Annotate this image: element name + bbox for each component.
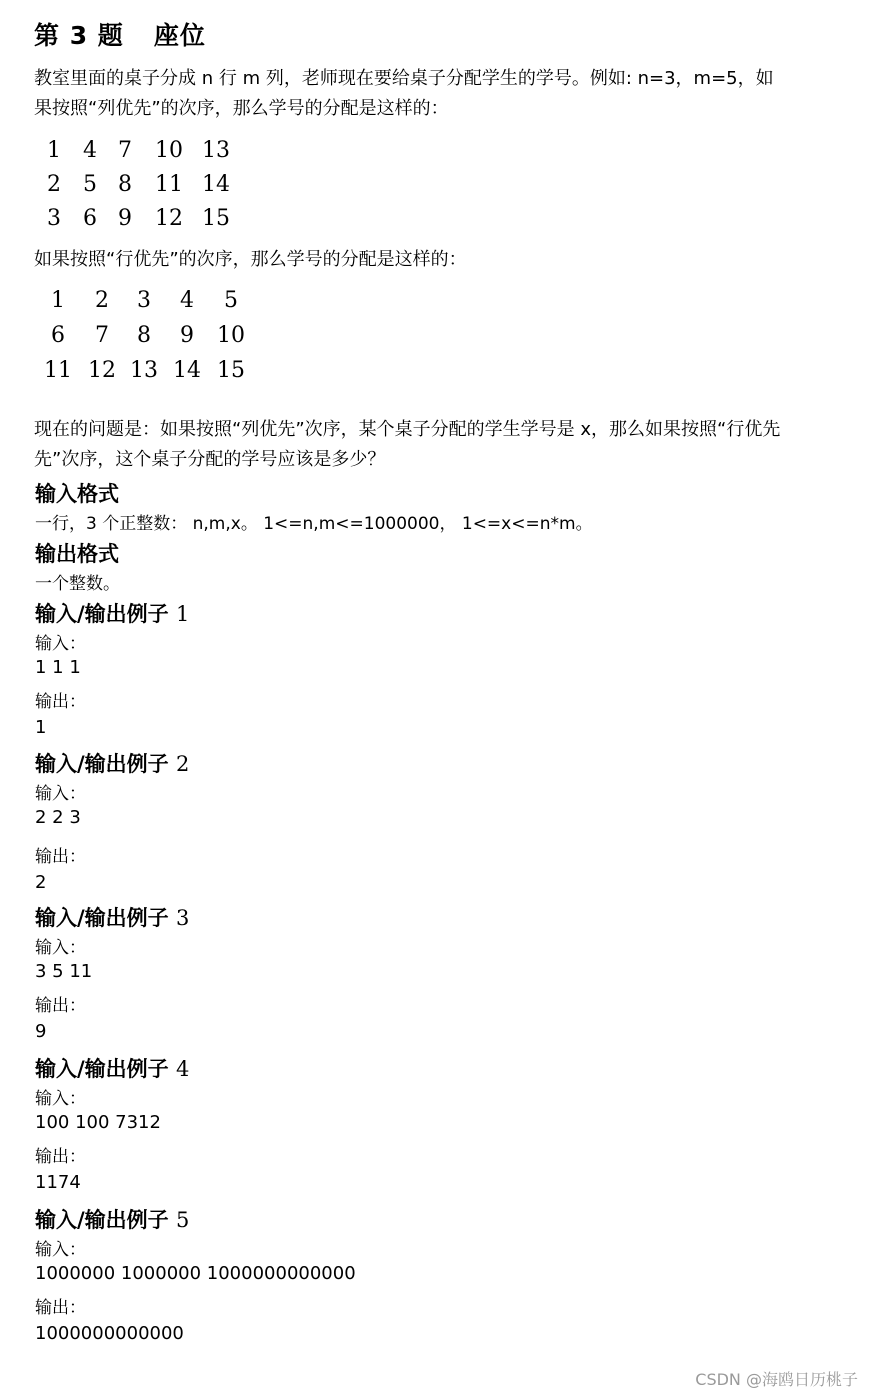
example-input-label: 输入： <box>35 1089 86 1109</box>
example-input-label: 输入： <box>35 634 86 654</box>
table-cell: 8 <box>137 323 151 348</box>
example-input-label: 输入： <box>35 1240 86 1260</box>
table-cell: 12 <box>155 206 183 231</box>
example-output-value: 1000000000000 <box>35 1323 184 1344</box>
question-line-1: 现在的问题是：如果按照“列优先”次序，某个桌子分配的学生学号是 x，那么如果按照“行优先 <box>34 419 781 440</box>
example-output-value: 1 <box>35 717 47 738</box>
table-cell: 14 <box>202 172 230 197</box>
example-heading <box>35 598 189 628</box>
example-input-label: 输入： <box>35 938 86 958</box>
example-output-label: 输出： <box>35 1147 86 1167</box>
example-input-value: 2 2 3 <box>35 807 81 828</box>
table-cell: 12 <box>88 358 116 383</box>
table-cell: 8 <box>118 172 132 197</box>
intro-line-1: 教室里面的桌子分成 n 行 m 列，老师现在要给桌子分配学生的学号。例如: n=3，m=5，如 <box>34 68 774 89</box>
example-heading-text: 输入/输出例子 <box>35 752 169 776</box>
watermark: CSDN @海鸥日历桃子 <box>695 1370 858 1389</box>
example-input-value: 100 100 7312 <box>35 1112 161 1133</box>
table-cell: 11 <box>44 358 72 383</box>
problem-name: 座位 <box>153 21 206 50</box>
question-line-2: 先”次序，这个桌子分配的学号应该是多少？ <box>34 449 386 470</box>
example-output-value: 1174 <box>35 1172 81 1193</box>
example-output-value: 2 <box>35 872 47 893</box>
table-cell: 6 <box>83 206 97 231</box>
table-cell: 4 <box>180 288 194 313</box>
example-output-label: 输出： <box>35 996 86 1016</box>
example-input-label: 输入： <box>35 784 86 804</box>
example-output-value: 9 <box>35 1021 47 1042</box>
example-heading-text: 输入/输出例子 <box>35 1057 169 1081</box>
table-cell: 10 <box>155 138 183 163</box>
input-format-text: 一行，3 个正整数： n,m,x。 1<=n,m<=1000000， 1<=x<=n*m。 <box>35 514 593 534</box>
example-heading <box>35 748 189 778</box>
table-cell: 14 <box>173 358 201 383</box>
example-heading-text: 输入/输出例子 <box>35 1208 169 1232</box>
example-number: 2 <box>175 752 190 776</box>
example-heading <box>35 902 189 932</box>
table-cell: 15 <box>217 358 245 383</box>
output-format-text: 一个整数。 <box>35 574 120 594</box>
table-cell: 5 <box>83 172 97 197</box>
table-cell: 4 <box>83 138 97 163</box>
example-output-label: 输出： <box>35 1298 86 1318</box>
table-cell: 13 <box>202 138 230 163</box>
example-heading <box>35 1053 189 1083</box>
table-cell: 3 <box>47 206 61 231</box>
table-cell: 3 <box>137 288 151 313</box>
table-cell: 6 <box>51 323 65 348</box>
example-heading <box>35 1204 189 1234</box>
example-number: 4 <box>175 1057 190 1081</box>
table-cell: 5 <box>224 288 238 313</box>
intro-line-2: 果按照“列优先”的次序，那么学号的分配是这样的： <box>34 98 449 119</box>
table-cell: 1 <box>47 138 61 163</box>
example-input-value: 3 5 11 <box>35 961 93 982</box>
table-cell: 2 <box>95 288 109 313</box>
input-format-heading: 输入格式 <box>35 482 119 506</box>
row-major-intro: 如果按照“行优先”的次序，那么学号的分配是这样的： <box>34 249 467 270</box>
example-output-label: 输出： <box>35 847 86 867</box>
table-cell: 10 <box>217 323 245 348</box>
table-cell: 13 <box>130 358 158 383</box>
example-number: 3 <box>175 906 190 930</box>
table-cell: 11 <box>155 172 183 197</box>
example-number: 5 <box>175 1208 190 1232</box>
table-cell: 9 <box>180 323 194 348</box>
table-cell: 2 <box>47 172 61 197</box>
example-heading-text: 输入/输出例子 <box>35 906 169 930</box>
problem-number: 第 3 题 <box>34 21 124 50</box>
example-heading-text: 输入/输出例子 <box>35 602 169 626</box>
table-cell: 15 <box>202 206 230 231</box>
example-input-value: 1000000 1000000 1000000000000 <box>35 1263 356 1284</box>
example-input-value: 1 1 1 <box>35 657 81 678</box>
example-number: 1 <box>175 602 190 626</box>
table-cell: 7 <box>95 323 109 348</box>
output-format-heading: 输出格式 <box>35 542 119 566</box>
table-cell: 1 <box>51 288 65 313</box>
example-output-label: 输出： <box>35 692 86 712</box>
table-cell: 7 <box>118 138 132 163</box>
problem-title <box>34 16 206 52</box>
table-cell: 9 <box>118 206 132 231</box>
